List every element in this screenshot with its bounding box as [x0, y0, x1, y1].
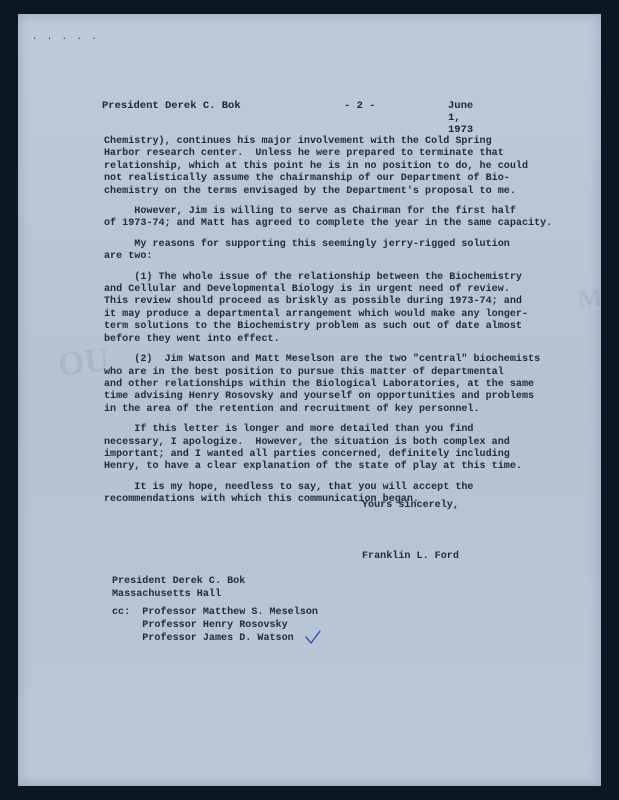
cc-recipient: Professor James D. Watson [142, 633, 294, 645]
cc-row [112, 632, 318, 645]
check-mark-icon [304, 629, 322, 645]
letter-body [104, 136, 574, 515]
header-recipient: President Derek C. Bok [102, 100, 241, 112]
cc-row [112, 606, 318, 619]
addressee-name: President Derek C. Bok [112, 576, 246, 587]
paragraph: It is my hope, needless to say, that you will accept the recommendations with which this communication began. [104, 481, 474, 506]
letter-header [102, 100, 491, 136]
paragraph: If this letter is longer and more detailed than you find necessary, I apologize. However, the situation is both complex and important; and I wanted all parties concerned, definitely including Henry, to have a clear explanation of the state of play at this time. [104, 424, 522, 473]
cc-label: cc: [112, 607, 131, 618]
paragraph: (1) The whole issue of the relationship between the Biochemistry and Cellular and Developmental Biology is in urgent need of review. This review should proceed as briskly as possible during 1973-74; and it may produce a departmental arrangement which would make any longer- term solutions to the Biochemistry problem as such out of date almost before they went into effect. [104, 271, 529, 345]
bleed-through-mark: M [576, 282, 604, 315]
paragraph: However, Jim is willing to serve as Chairman for the first half of 1973-74; and Matt has agreed to complete the year in the same capacity. [104, 206, 553, 230]
closing-salutation: Yours sincerely, [362, 500, 459, 511]
corner-marks: · · · · · [32, 34, 99, 44]
bleed-through-mark: OU [56, 341, 111, 384]
letter-page [18, 14, 604, 786]
signer-name: Franklin L. Ford [362, 551, 459, 562]
paragraph: (2) Jim Watson and Matt Meselson are the two "central" biochemists who are in the best position to pursue this matter of departmental and other relationships within the Biological Laboratories, at the same time advising Henry Rosovsky and yourself on opportunities and problems in the area of the retention and recruitment of key personnel. [104, 354, 541, 415]
addressee-location: Massachusetts Hall [112, 589, 222, 600]
paragraph: My reasons for supporting this seemingly jerry-rigged solution are two: [104, 238, 510, 263]
addressee-block [112, 575, 245, 601]
cc-recipient: Professor Henry Rosovsky [142, 620, 288, 632]
letter-date: June 1, 1973 [448, 100, 474, 136]
cc-row [112, 619, 318, 632]
cc-block [112, 606, 318, 646]
page-number: - 2 - [344, 100, 376, 112]
paragraph: Chemistry), continues his major involvement with the Cold Spring Harbor research center. Unless he were prepared to terminate that relationship, which at this point he is in no position to do, he could not realistically assume the chairmanship of our Department of Bio- chemistry on the terms envisaged by the Department's proposal to me. [104, 136, 529, 197]
cc-recipient: Professor Matthew S. Meselson [142, 607, 318, 618]
